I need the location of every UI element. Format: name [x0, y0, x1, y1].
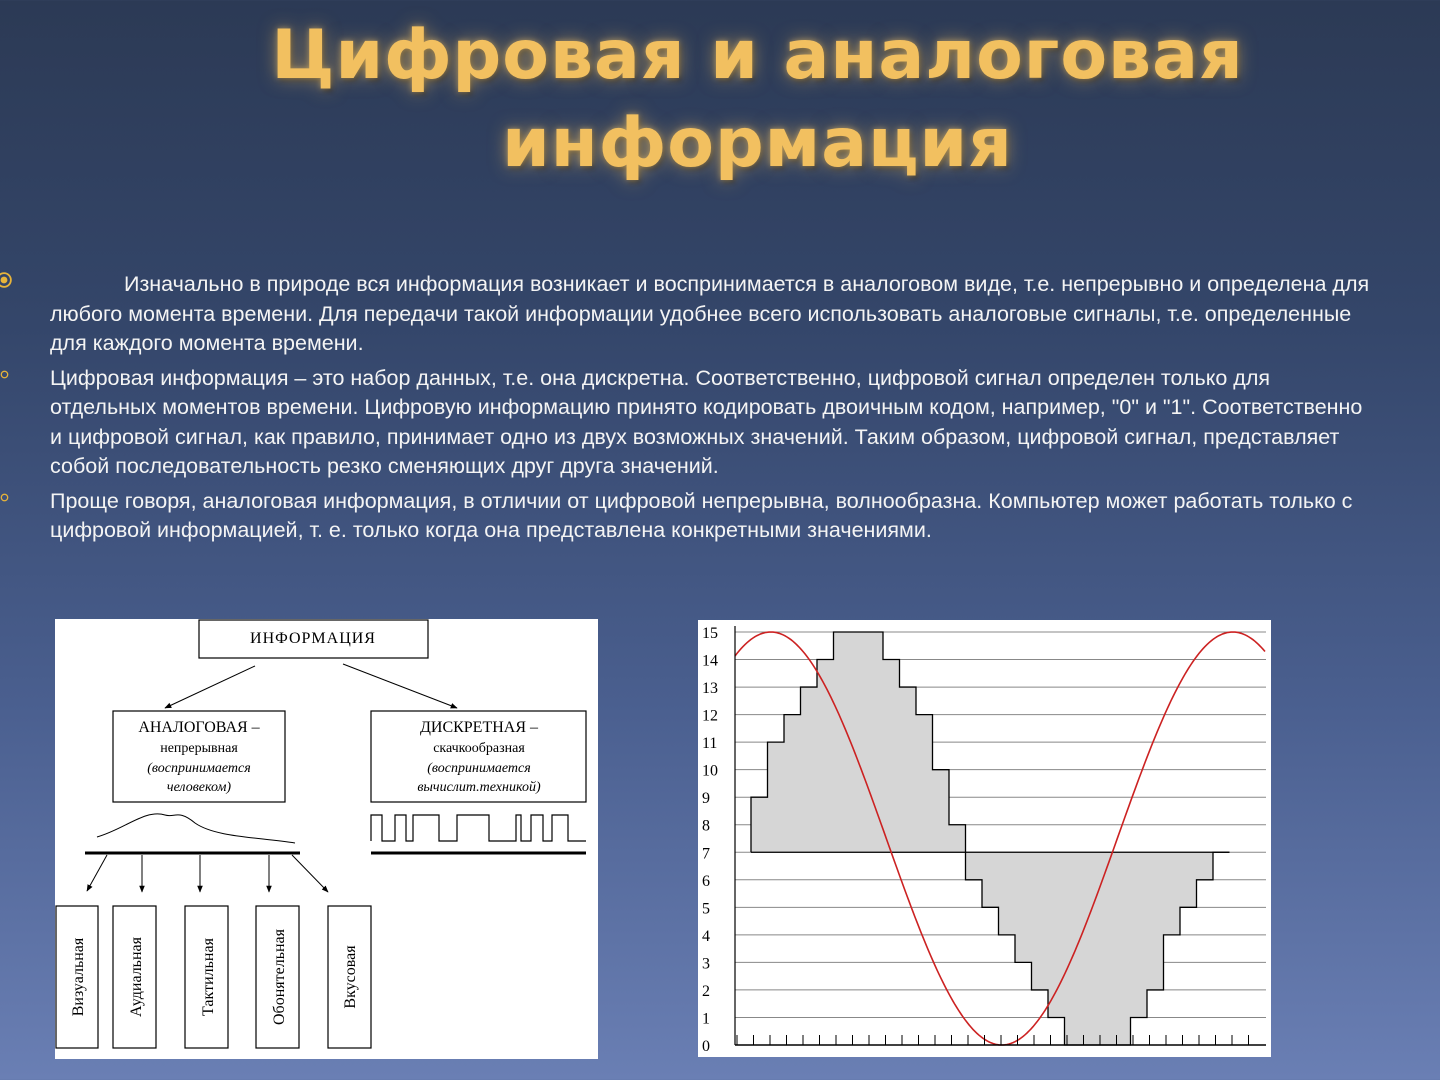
discrete-note1: (воспринимается: [427, 761, 531, 776]
quantized-bar: [1098, 852, 1115, 1045]
discrete-note2: вычислит.техникой): [417, 780, 541, 795]
quantized-bar: [1147, 852, 1164, 990]
bullet-list: [50, 270, 1370, 551]
bullet-ring-icon: [0, 272, 12, 288]
bullet-ring-icon: [0, 493, 9, 502]
arrow-to-analog: [165, 666, 255, 708]
y-tick-label: 4: [702, 927, 710, 945]
sampling-chart-svg: [698, 620, 1271, 1057]
quantized-bar: [768, 742, 785, 852]
classification-diagram-svg: [55, 619, 598, 1059]
y-tick-label: 8: [702, 817, 710, 835]
quantized-bar: [1065, 852, 1082, 1045]
y-tick-label: 11: [702, 735, 718, 753]
digital-pulse-sketch: [371, 815, 586, 841]
root-label: ИНФОРМАЦИЯ: [250, 630, 376, 647]
quantized-bar: [933, 770, 950, 853]
bullet-item: [50, 364, 1370, 482]
y-tick-label: 6: [702, 872, 710, 890]
type-label-visual: Визуальная: [70, 937, 87, 1017]
quantized-bar: [1032, 852, 1049, 990]
quantized-bar: [751, 797, 768, 852]
y-tick-label: 9: [702, 790, 710, 808]
type-label-tactile: Тактильная: [200, 938, 217, 1016]
quantized-bar: [784, 715, 801, 853]
quantized-bar: [1114, 852, 1131, 1045]
quantized-bar: [867, 632, 884, 852]
sampling-chart: [698, 620, 1271, 1057]
quantized-bar: [916, 715, 933, 853]
y-tick-label: 12: [702, 707, 718, 725]
type-label-olfactory: Обонятельная: [271, 928, 288, 1026]
slide-title: [0, 12, 1440, 188]
quantized-bar: [982, 852, 999, 907]
quantized-bar: [850, 632, 867, 852]
quantized-bar: [817, 660, 834, 853]
discrete-sub: скачкообразная: [433, 741, 525, 756]
quantized-bar: [1048, 852, 1065, 1017]
discrete-title: ДИСКРЕТНАЯ –: [419, 719, 539, 736]
analog-note1: (воспринимается: [147, 761, 251, 776]
quantized-bar: [1164, 852, 1181, 935]
y-tick-label: 5: [702, 900, 710, 918]
quantized-bar: [949, 825, 966, 853]
y-tick-label: 2: [702, 982, 710, 1000]
bullet-ring-icon: [0, 370, 9, 379]
arrow-to-discrete: [343, 664, 457, 708]
quantized-bar: [1197, 852, 1214, 880]
quantized-bar: [883, 660, 900, 853]
y-tick-label: 15: [702, 625, 718, 642]
slide-title-line2: информация: [502, 104, 1013, 183]
quantized-bar: [999, 852, 1016, 935]
y-tick-label: 14: [702, 652, 718, 670]
classification-diagram: [55, 619, 598, 1059]
type-boxes: [56, 906, 371, 1048]
y-tick-labels: [702, 625, 718, 1055]
y-tick-label: 13: [702, 680, 718, 698]
y-tick-label: 10: [702, 762, 718, 780]
quantized-area: [751, 632, 1230, 1045]
arrow-taste: [292, 855, 328, 892]
bullet-item: [50, 487, 1370, 546]
quantized-bar: [900, 687, 917, 852]
quantized-bar: [1015, 852, 1032, 962]
analog-title: АНАЛОГОВАЯ –: [138, 719, 260, 736]
analog-sub: непрерывная: [160, 741, 238, 756]
bullet-text: Цифровая информация – это набор данных, т.е. она дискретна. Соответственно, цифровой сигнал определен только для отдельных моментов времени. Цифровую информацию принято кодировать двоичным кодом, например, "0" и "1". Соответственно и цифровой сигнал, как правило, принимает одно из двух возможных значений. Таким образом, цифровой сигнал, представляет собой последовательность резко сменяющих друг друга значений.: [50, 365, 1363, 478]
quantized-bar: [966, 852, 983, 880]
analog-wave-sketch: [97, 814, 295, 843]
analog-note2: человеком): [166, 780, 232, 795]
y-tick-label: 3: [702, 955, 710, 973]
bullet-item: [50, 270, 1370, 359]
arrow-visual: [87, 855, 107, 891]
y-tick-label: 0: [702, 1038, 710, 1055]
y-tick-label: 7: [702, 845, 710, 863]
quantized-bar: [1180, 852, 1197, 907]
quantized-bar: [1131, 852, 1148, 1017]
slide-title-line1: Цифровая и аналоговая: [271, 16, 1244, 95]
bullet-text: определена для любого момента времени. Для передачи такой информации удобнее всего использовать аналоговые сигналы, т.е. определенные для каждого момента времени.: [50, 272, 1370, 355]
quantized-bar: [801, 687, 818, 852]
quantized-bar: [1081, 852, 1098, 1045]
bullet-text: Проще говоря, аналоговая информация, в отличии от цифровой непрерывна, волнообразна. Компьютер может работать только с цифровой информацией, т. е. только когда она представлена конкретными значениями.: [50, 488, 1353, 542]
bullet-text-first-line: Изначально в природе вся информация возникает и воспринимается в аналоговом виде, т.е. непрерывно и: [124, 272, 1202, 296]
quantized-bar: [834, 632, 851, 852]
type-label-taste: Вкусовая: [342, 945, 359, 1009]
y-tick-label: 1: [702, 1010, 710, 1028]
type-label-audial: Аудиальная: [128, 937, 145, 1017]
